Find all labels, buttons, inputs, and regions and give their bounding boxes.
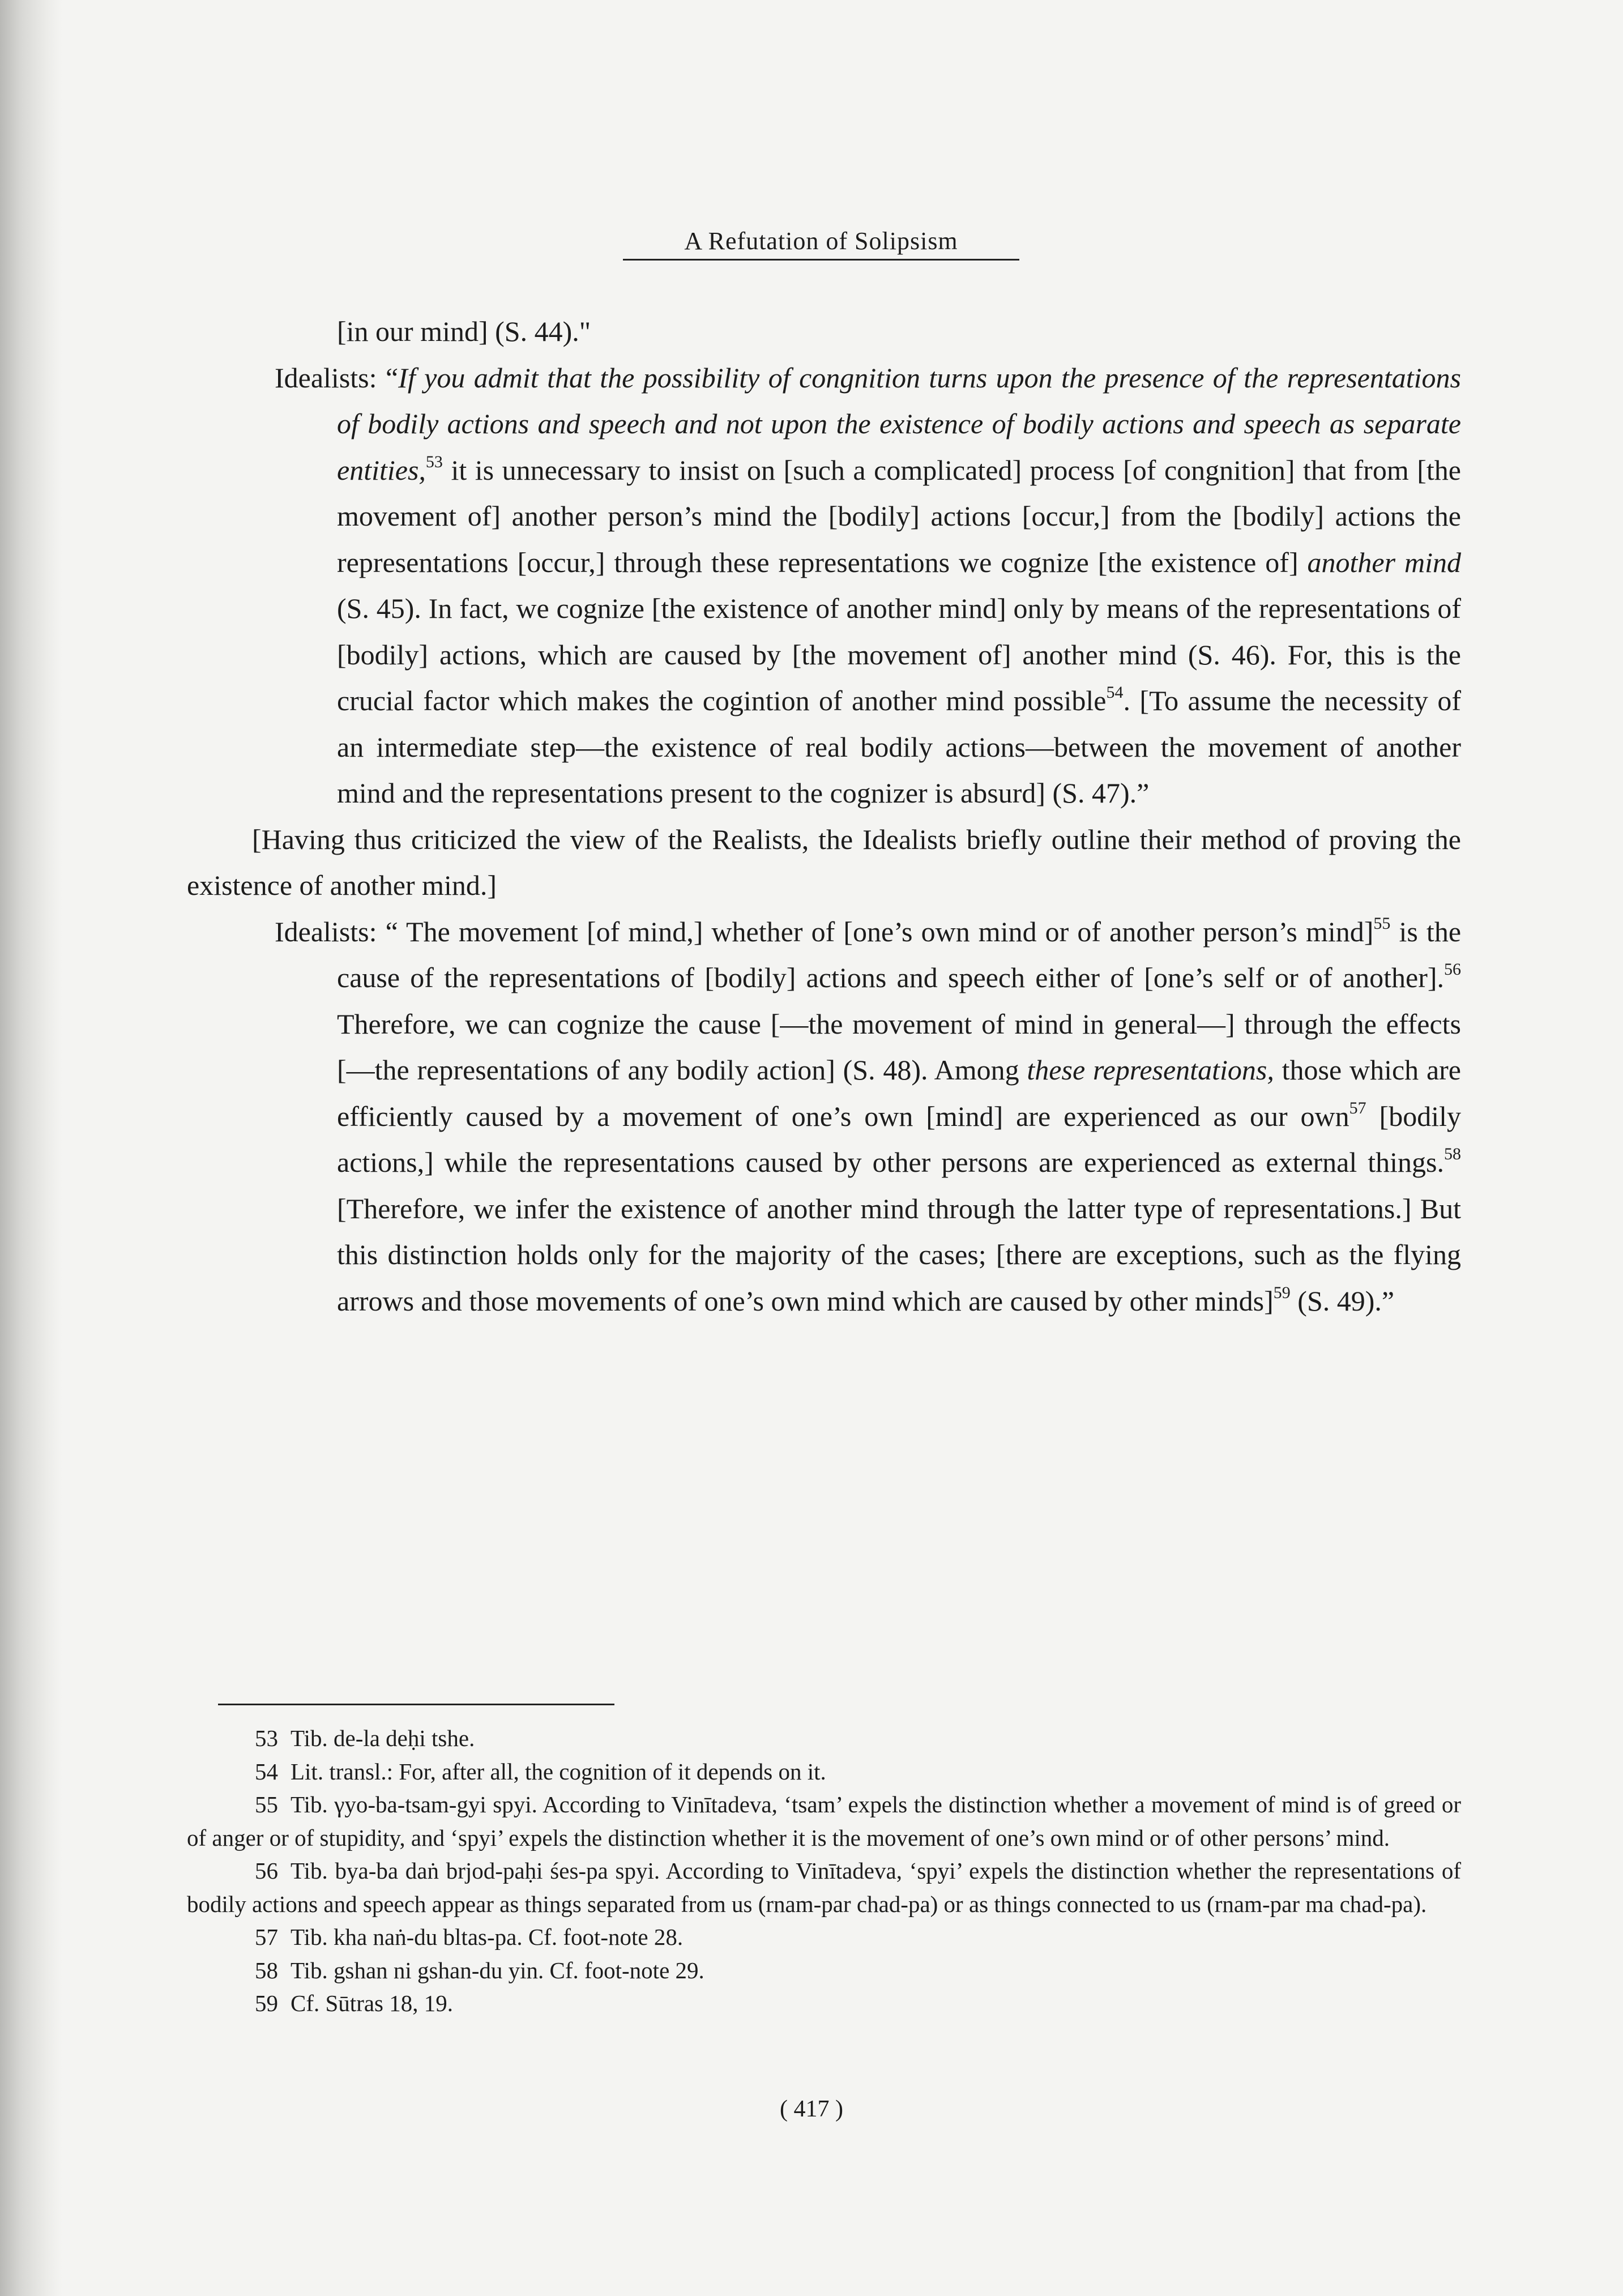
- text-run: it is unnecessary to insist on [such a complicated] process [of congnition] that from [the movement of] another person’s mind the [bodily] actions [occur,] from the [bodily] actions the representations [occur,] through these representations we cognize [the existence of]: [337, 454, 1461, 578]
- quote-open: “: [385, 361, 399, 394]
- footnote-number: 58: [255, 1957, 278, 1983]
- footnote-ref-55[interactable]: 55: [1373, 914, 1391, 933]
- footnotes: [187, 1722, 1461, 2020]
- paragraph-continuation: [in our mind] (S. 44).": [337, 315, 591, 347]
- footnote-ref-56[interactable]: 56: [1444, 960, 1461, 979]
- footnote-54: [187, 1755, 1461, 1789]
- paragraph-bracketed: [Having thus criticized the view of the Realists, the Idealists briefly outline their method of proving the existence of another mind.]: [187, 823, 1461, 901]
- italic-passage: If you admit that the possibility of congnition turns upon the presence of the representations of bodily actions and speech and not upon the existence of bodily actions and speech as separate entities,: [337, 361, 1462, 486]
- footnote-57: [187, 1921, 1461, 1954]
- scanned-page-edge: [0, 0, 62, 2296]
- main-text: [187, 309, 1461, 1324]
- footnote-ref-58[interactable]: 58: [1444, 1145, 1461, 1163]
- text-run: . [To assume the necessity of an intermediate step—the existence of real bodily actions—between the movement of another mind and the representations present to the cognizer is absurd] (S. 47).”: [337, 685, 1462, 809]
- paragraph-idealists-1: [187, 355, 1461, 817]
- footnote-53: [187, 1722, 1461, 1755]
- footnote-number: 59: [255, 1990, 278, 2016]
- text-run: (S. 45). In fact, we cognize [the existence of another mind] only by means of the representations of [bodily] actions, which are caused by [the movement of] another mind (S. 46). For, this is the crucial factor which makes the cogintion of another mind possible: [337, 592, 1461, 716]
- footnote-text: Tib. kha naṅ-du bltas-pa. Cf. foot-note 28.: [291, 1924, 684, 1950]
- text-run: [bodily actions,] while the representations caused by other persons are experienced as external things.: [337, 1100, 1461, 1178]
- footnote-text: Tib. de-la deḥi tshe.: [291, 1725, 475, 1751]
- footnote-number: 57: [255, 1924, 278, 1950]
- footnote-text: Tib. bya-ba daṅ brjod-paḥi śes-pa spyi. According to Vinītadeva, ‘spyi’ expels the distinction whether the representations of bodily actions and speech appear as things separated from us (rnam-par chad-pa) or as things connected to us (rnam-par ma chad-pa).: [187, 1858, 1461, 1917]
- footnote-ref-53[interactable]: 53: [425, 452, 443, 471]
- text-run: “ The movement [of mind,] whether of [one’s own mind or of another person’s mind]: [385, 915, 1374, 948]
- footnote-59: [187, 1987, 1461, 2020]
- italic-passage: another mind: [1307, 546, 1462, 578]
- footnote-ref-54[interactable]: 54: [1106, 683, 1124, 702]
- running-title: A Refutation of Solipsism: [623, 227, 1019, 261]
- page-number: ( 417 ): [780, 2096, 843, 2122]
- speaker-label: Idealists:: [275, 361, 377, 394]
- text-run: those which are efficiently caused by a movement of one’s own [mind] are experienced as our own: [337, 1054, 1461, 1132]
- footnote-number: 53: [255, 1725, 278, 1751]
- footnote-number: 55: [255, 1791, 278, 1817]
- footnote-ref-57[interactable]: 57: [1349, 1098, 1366, 1117]
- text-run: Therefore, we can cognize the cause [—the movement of mind in general—] through the effects [—the representations of any bodily action] (S. 48). Among: [337, 1008, 1461, 1086]
- footnote-number: 56: [255, 1858, 278, 1884]
- footnote-text: Tib. gshan ni gshan-du yin. Cf. foot-note 29.: [291, 1957, 704, 1983]
- footnote-56: [187, 1854, 1461, 1921]
- footnote-text: Cf. Sūtras 18, 19.: [291, 1990, 453, 2016]
- text-run: [Therefore, we infer the existence of another mind through the latter type of representations.] But this distinction holds only for the majority of the cases; [there are exceptions, such as the flying arrows and those movements of one’s own mind which are caused by other minds]: [337, 1192, 1461, 1317]
- footnote-58: [187, 1954, 1461, 1987]
- footnote-text: Tib. γyo-ba-tsam-gyi spyi. According to Vinītadeva, ‘tsam’ expels the distinction whether a movement of mind is of greed or of anger or of stupidity, and ‘spyi’ expels the distinction whether it is the movement of one’s own mind or of other persons’ mind.: [187, 1791, 1461, 1851]
- paragraph-idealists-2: [187, 909, 1461, 1325]
- footnote-text: Lit. transl.: For, after all, the cognition of it depends on it.: [291, 1758, 826, 1785]
- text-run: (S. 49).”: [1290, 1284, 1395, 1317]
- footnote-number: 54: [255, 1758, 278, 1785]
- footnote-ref-59[interactable]: 59: [1273, 1283, 1291, 1302]
- italic-passage: these representations,: [1027, 1054, 1274, 1086]
- footnote-divider: [218, 1704, 614, 1705]
- footnote-55: [187, 1788, 1461, 1854]
- text-run: is the cause of the representations of [bodily] actions and speech either of [one’s self or of another].: [337, 915, 1462, 993]
- speaker-label: Idealists:: [275, 915, 377, 948]
